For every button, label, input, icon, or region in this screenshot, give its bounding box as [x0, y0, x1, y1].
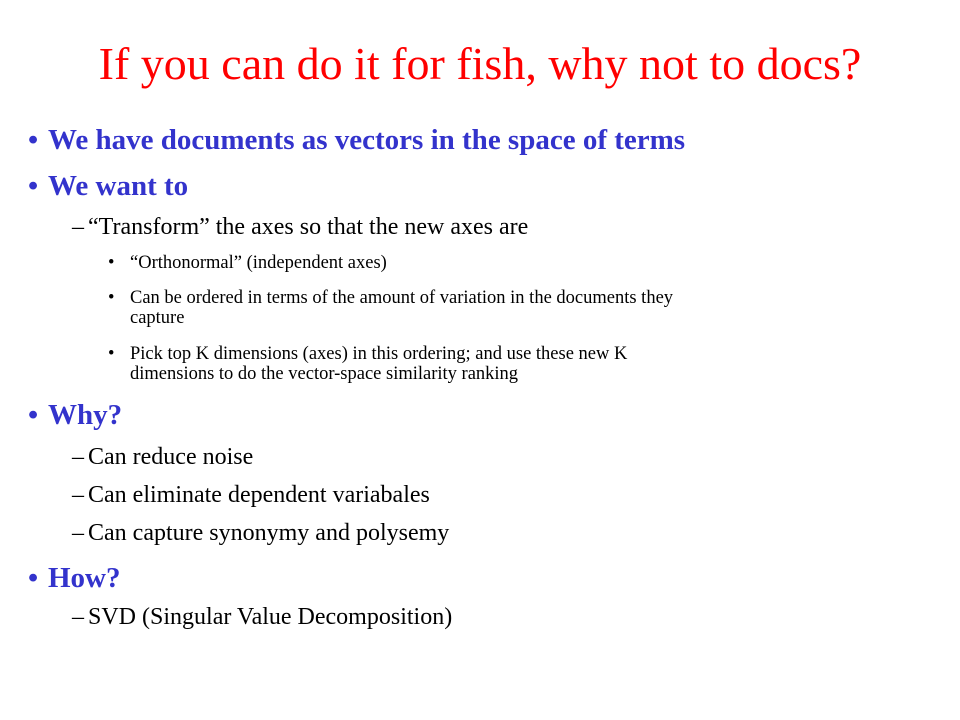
bullet-text: Why? — [48, 399, 123, 431]
dash-icon: – — [72, 520, 84, 546]
sub-bullet-text: “Transform” the axes so that the new axes are — [88, 214, 529, 240]
bullet-item — [28, 399, 123, 432]
sub-sub-bullet-text: Pick top K dimensions (axes) in this ordering; and use these new K — [130, 344, 628, 364]
sub-bullet-text: Can reduce noise — [88, 444, 254, 470]
dash-icon: – — [72, 214, 84, 240]
sub-sub-bullet-text: “Orthonormal” (independent axes) — [130, 253, 387, 273]
sub-bullet-text: SVD (Singular Value Decomposition) — [88, 604, 453, 630]
bullet-item — [28, 170, 189, 203]
bullet-item — [28, 124, 686, 157]
sub-sub-bullet-continuation: capture — [130, 308, 185, 328]
sub-sub-bullet-text: Can be ordered in terms of the amount of variation in the documents they — [130, 288, 674, 308]
bullet-icon: • — [108, 344, 115, 364]
dash-icon: – — [72, 482, 84, 508]
bullet-text: We want to — [48, 170, 189, 202]
slide-title: If you can do it for fish, why not to docs? — [98, 38, 862, 89]
bullet-icon: • — [28, 124, 39, 156]
bullet-text: How? — [48, 562, 121, 594]
bullet-icon: • — [28, 562, 39, 594]
bullet-text: We have documents as vectors in the space of terms — [48, 124, 686, 156]
dash-icon: – — [72, 444, 84, 470]
bullet-icon: • — [108, 288, 115, 308]
bullet-icon: • — [108, 253, 115, 273]
sub-sub-bullet-continuation: dimensions to do the vector-space similarity ranking — [130, 364, 519, 384]
dash-icon: – — [72, 604, 84, 630]
bullet-icon: • — [28, 170, 39, 202]
sub-bullet-text: Can capture synonymy and polysemy — [88, 520, 450, 546]
bullet-item — [28, 562, 121, 595]
sub-bullet-text: Can eliminate dependent variabales — [88, 482, 430, 508]
bullet-icon: • — [28, 399, 39, 431]
